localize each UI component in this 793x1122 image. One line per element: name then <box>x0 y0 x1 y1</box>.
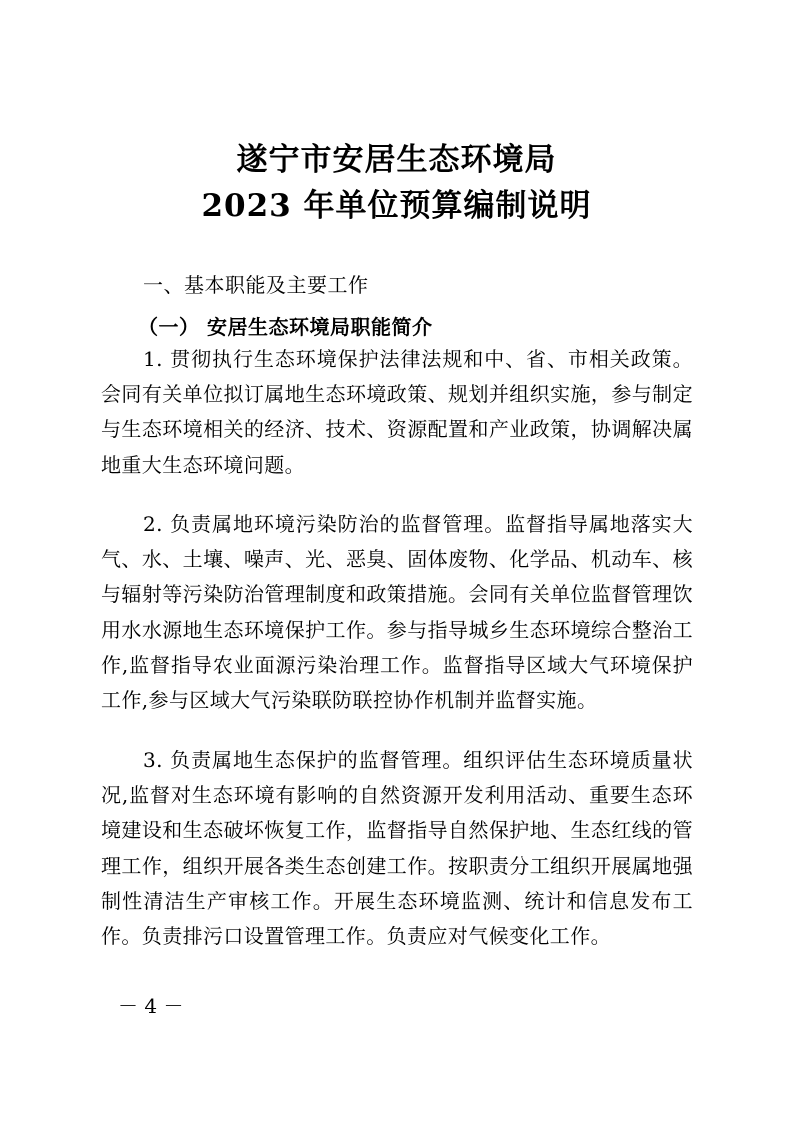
document-title-line1: 遂宁市安居生态环境局 <box>236 142 557 178</box>
subsection-heading: （一） 安居生态环境局职能简介 <box>138 315 433 339</box>
paragraph-3: 3. 负责属地生态保护的监督管理。组织评估生态环境质量状况,监督对生态环境有影响的自然资源开发利用活动、重要生态环境建设和生态破坏恢复工作，监督指导自然保护地、生态红线的管理工作，组织开展各类生态创建工作。按职责分工组织开展属地强制性清洁生产审核工作。开展生态环境监测、统计和信息发布工作。负责排污口设置管理工作。负责应对气候变化工作。 <box>101 748 693 949</box>
paragraph-2: 2. 负责属地环境污染防治的监督管理。监督指导属地落实大气、水、土壤、噪声、光、恶臭、固体废物、化学品、机动车、核与辐射等污染防治管理制度和政策措施。会同有关单位监督管理饮用水水源地生态环境保护工作。参与指导城乡生态环境综合整治工作,监督指导农业面源污染治理工作。监督指导区域大气环境保护工作,参与区域大气污染联防联控协作机制并监督实施。 <box>101 512 693 713</box>
document-title-line2: 2023 年单位预算编制说明 <box>201 188 592 224</box>
paragraph-1: 1. 贯彻执行生态环境保护法律法规和中、省、市相关政策。会同有关单位拟订属地生态环境政策、规划并组织实施，参与制定与生态环境相关的经济、技术、资源配置和产业政策，协调解决属地重大生态环境问题。 <box>101 347 693 477</box>
page-number: － 4 － <box>118 994 184 1018</box>
section-heading: 一、基本职能及主要工作 <box>143 273 369 297</box>
